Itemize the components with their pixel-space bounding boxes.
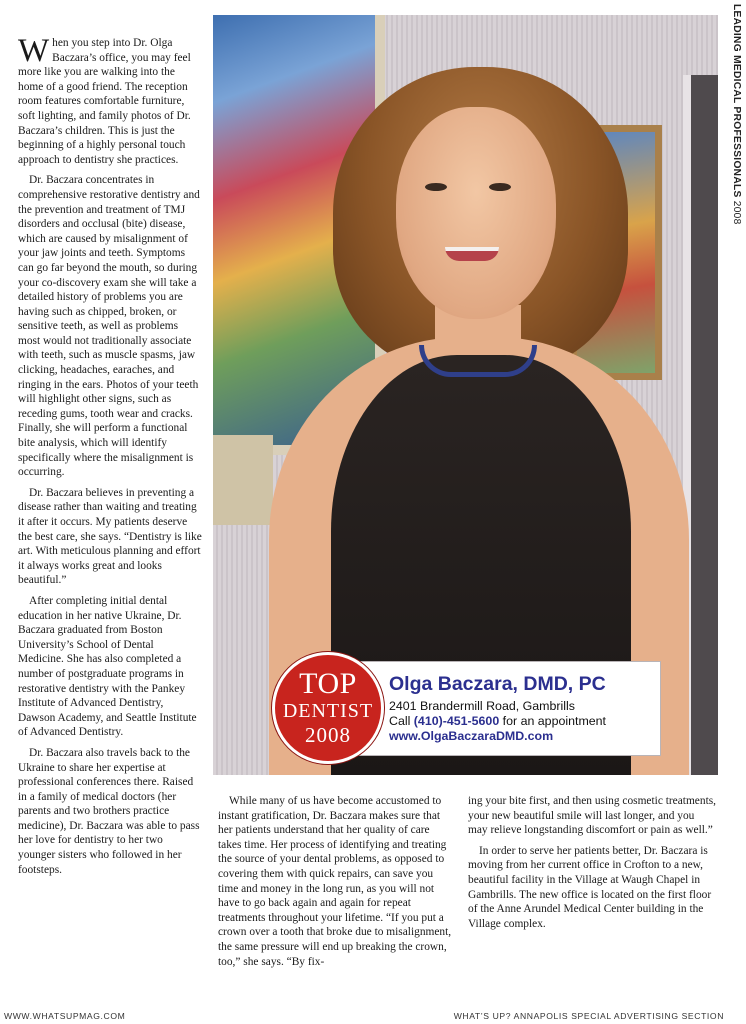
drop-cap: W xyxy=(18,33,50,69)
paragraph-ukraine: Dr. Baczara also travels back to the Ukraine to share her expertise at professional conferences there. Raised in a family of medical doctors (her parents and two brothers practice medicine), Dr. Baczara was able to pass her love for dentistry to her two younger sisters who followed in her footsteps. xyxy=(18,746,200,876)
portrait-smile xyxy=(445,247,499,261)
side-label-year: 2008 xyxy=(731,197,742,225)
portrait-necklace xyxy=(419,345,537,377)
contact-info-box xyxy=(350,661,661,756)
footer-website[interactable]: WWW.WHATSUPMAG.COM xyxy=(4,1011,126,1021)
article-column-right xyxy=(468,794,716,937)
article-column-left xyxy=(18,33,202,883)
paragraph-specialties: Dr. Baczara concentrates in comprehensive restorative dentistry and the prevention and treatment of TMJ disorders and occlusal (bite) disease, which are caused by misalignment of your jaw joints and teeth. Symptoms can go far beyond the mouth, so during your co-discovery exam she will take a detailed history of problems you are having such as chipped, broken, or sensitive teeth, as well as problems most would not traditionally associate with teeth, such as muscle spasms, jaw clicking, headaches, earaches, and ringing in the ears. Photos of your teeth will highlight other signs, such as receding gums, tooth wear and cracks. Finally, she will perform a functional bite analysis, which will identify specifically where the misalignment is occurring. xyxy=(18,174,200,479)
doorway xyxy=(691,75,718,775)
practice-address: 2401 Brandermill Road, Gambrills xyxy=(389,699,575,713)
call-suffix: for an appointment xyxy=(499,714,606,728)
call-prefix: Call xyxy=(389,714,414,728)
side-label-text xyxy=(731,4,742,225)
paragraph-intro-text: hen you step into Dr. Olga Baczara’s office, you may feel more like you are walking into the home of a good friend. The reception room features comfortable furniture, soft lighting, and family photos of Dr. Baczara’s children. This is just the beginning of a highly personal touch approach to dentistry she practices. xyxy=(18,37,191,166)
section-side-label xyxy=(725,4,745,254)
article-column-middle xyxy=(218,794,454,975)
website-link[interactable]: www.OlgaBaczaraDMD.com xyxy=(389,729,554,743)
practice-name: Olga Baczara, DMD, PC xyxy=(389,673,606,695)
paragraph-prevention: Dr. Baczara believes in preventing a disease rather than waiting and treating it after it occurs. My patients deserve the best care, she says. “Dentistry is like art. With meticulous planning and effort it always works great and looks beautiful.” xyxy=(18,486,202,587)
badge-top-text: TOP xyxy=(299,667,357,700)
side-label-title: LEADING MEDICAL PROFESSIONALS xyxy=(731,4,742,198)
badge-year-text: 2008 xyxy=(305,723,351,747)
call-line xyxy=(389,714,652,729)
paragraph-gratification-cont: ing your bite first, and then using cosmetic treatments, your new beautiful smile will last longer, and you may relieve longstanding discomfort or pain as well.” xyxy=(468,795,717,837)
paragraph-new-office: In order to serve her patients better, Dr. Baczara is moving from her current office in Crofton to a new, beautiful facility in the Village at Waugh Chapel in Gambrills. The new office is located on the first floor of the Anne Arundel Medical Center building in the Village complex. xyxy=(468,844,712,930)
portrait-eye-right xyxy=(489,183,511,191)
badge-dentist-text: DENTIST xyxy=(282,700,374,722)
paragraph-gratification: While many of us have become accustomed to instant gratification, Dr. Baczara makes sure that her patients understand that her quality of care takes time. Her process of identifying and treating the source of your dental problems, as opposed to covering them with quick repairs, can save you time and money in the long run, as you will not have to go back again and again for repeat treatments throughout your lifetime. “If you put a crown over a tooth that broke due to misalignment, the same pressure will end up breaking the crown, too,” she says. “By fix- xyxy=(218,795,452,968)
footer-section-name: WHAT’S UP? ANNAPOLIS SPECIAL ADVERTISING SECTION xyxy=(453,1011,724,1021)
painting-frame xyxy=(213,435,273,525)
paragraph-education: After completing initial dental education in her native Ukraine, Dr. Baczara graduated from Boston University’s School of Dental Medicine. She has also completed a number of postgraduate programs in restorative dentistry with the Pankey Institute of Advanced Dentistry, Dawson Academy, and Seattle Institute of Advanced Dentistry. xyxy=(18,594,197,739)
top-dentist-badge xyxy=(272,652,384,764)
portrait-face xyxy=(396,107,556,319)
portrait-eye-left xyxy=(425,183,447,191)
phone-number[interactable]: (410)-451-5600 xyxy=(413,714,500,728)
paragraph-intro xyxy=(18,33,202,167)
